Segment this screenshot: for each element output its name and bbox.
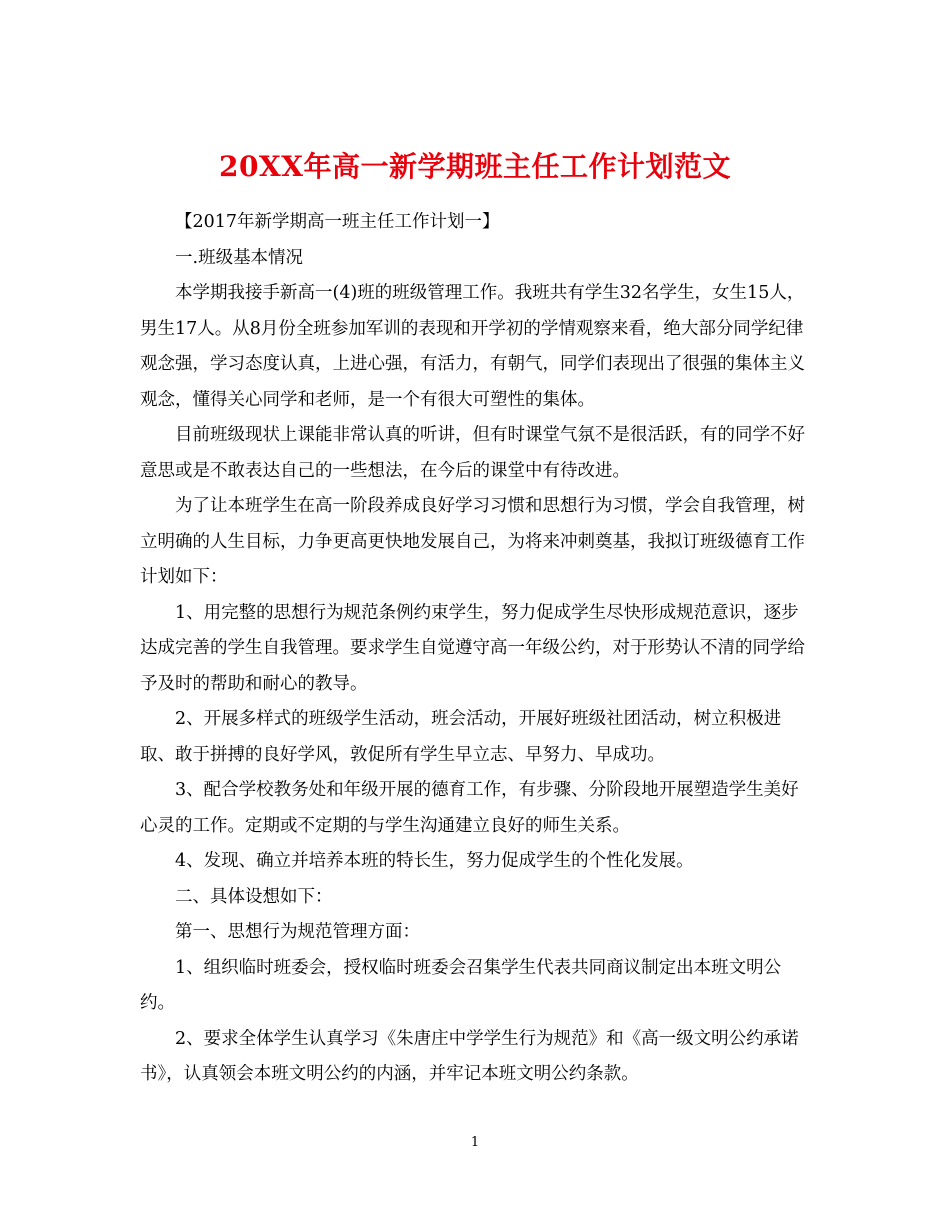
document-title: 20XX年高一新学期班主任工作计划范文 [219, 149, 731, 183]
list-item: 4、发现、确立并培养本班的特长生，努力促成学生的个性化发展。 [175, 851, 694, 871]
document-body [140, 205, 810, 1093]
subheading: 二、具体设想如下： [175, 886, 333, 907]
subheading: 一.班级基本情况 [175, 247, 304, 268]
paragraph: 本学期我接手新高一(4)班的班级管理工作。我班共有学生32名学生，女生15人，男生17人。从8月份全班参加军训的表现和开学初的学情观察来看，绝大部分同学纪律观念强，学习态度认真，上进心强，有活力，有朝气，同学们表现出了很强的集体主义观念，懂得关心同学和老师，是一个有很大可塑性的集体。 [140, 283, 805, 410]
paragraph: 目前班级现状上课能非常认真的听讲，但有时课堂气氛不是很活跃，有的同学不好意思或是不敢表达自己的一些想法，在今后的课堂中有待改进。 [140, 425, 805, 481]
subheading: 第一、思想行为规范管理方面： [175, 922, 420, 942]
list-item: 1、用完整的思想行为规范条例约束学生，努力促成学生尽快形成规范意识，逐步达成完善的学生自我管理。要求学生自觉遵守高一年级公约，对于形势认不清的同学给予及时的帮助和耐心的教导。 [140, 602, 805, 694]
list-item: 1、组织临时班委会，授权临时班委会召集学生代表共同商议制定出本班文明公约。 [140, 957, 782, 1013]
page-number: 1 [470, 1135, 480, 1150]
section-heading: 【2017年新学期高一班主任工作计划一】 [175, 212, 500, 232]
paragraph: 为了让本班学生在高一阶段养成良好学习习惯和思想行为习惯，学会自我管理，树立明确的人生目标，力争更高更快地发展自己，为将来冲刺奠基，我拟订班级德育工作计划如下： [140, 496, 805, 587]
list-item: 2、开展多样式的班级学生活动，班会活动，开展好班级社团活动，树立积极进取、敢于拼搏的良好学风，敦促所有学生早立志、早努力、早成功。 [140, 709, 782, 765]
list-item: 3、配合学校教务处和年级开展的德育工作，有步骤、分阶段地开展塑造学生美好心灵的工作。定期或不定期的与学生沟通建立良好的师生关系。 [140, 780, 799, 836]
list-item: 2、要求全体学生认真学习《朱唐庄中学学生行为规范》和《高一级文明公约承诺书》，认真领会本班文明公约的内涵，并牢记本班文明公约条款。 [140, 1028, 799, 1084]
